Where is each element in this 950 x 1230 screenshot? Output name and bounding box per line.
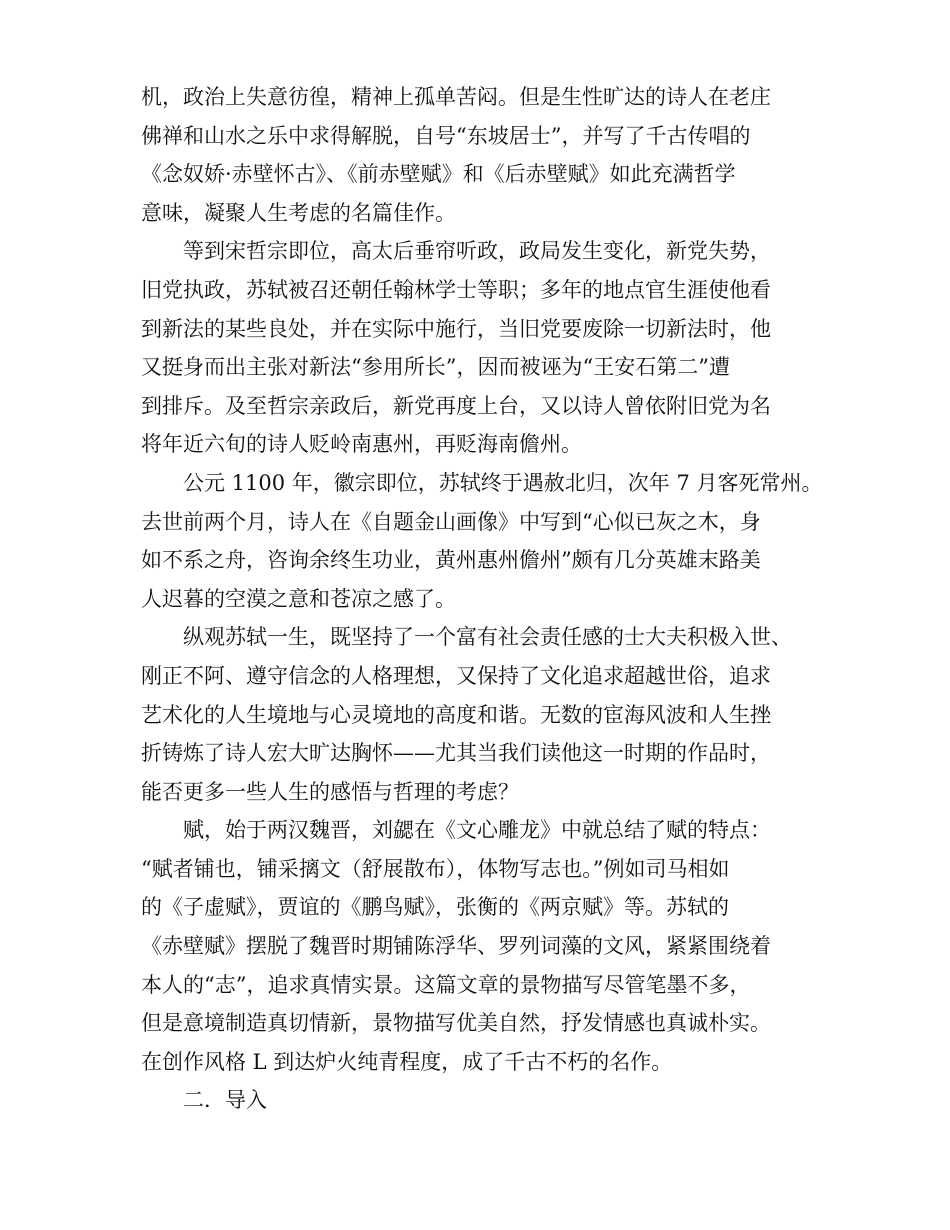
text-line: 旧党执政，苏轼被召还朝任翰林学士等职；多年的地点官生涯使他看 — [141, 277, 771, 302]
document-body — [141, 78, 823, 1120]
text-line: 《赤壁赋》摆脱了魏晋时期铺陈浮华、罗列词藻的文风，紧紧围绕着 — [141, 934, 771, 959]
text-line: 但是意境制造真切情新，景物描写优美自然，抒发情感也真诚朴实。 — [141, 1011, 771, 1036]
text-line: 佛禅和山水之乐中求得解脱，自号“东坡居士”，并写了千古传唱的 — [141, 123, 751, 148]
text-line: “赋者铺也，铺采摛文（舒展散布），体物写志也。”例如司马相如 — [141, 856, 730, 881]
text-line: 能否更多一些人生的感悟与哲理的考虑？ — [141, 779, 519, 804]
text-line: 机，政治上失意彷徨，精神上孤单苦闷。但是生性旷达的诗人在老庄 — [141, 85, 771, 109]
paragraph-start-line: 纵观苏轼一生，既坚持了一个富有社会责任感的士大夫积极入世、 — [183, 625, 792, 650]
text-line: 艺术化的人生境地与心灵境地的高度和谐。无数的宦海风波和人生挫 — [141, 702, 771, 727]
text-line: 意味，凝聚人生考虑的名篇佳作。 — [141, 200, 456, 225]
text-line: 到排斥。及至哲宗亲政后，新党再度上台，又以诗人曾依附旧党为名 — [141, 393, 771, 418]
section-heading: 二．导入 — [183, 1088, 267, 1113]
text-line: 的《子虚赋》，贾谊的《鹏鸟赋》，张衡的《两京赋》等。苏轼的 — [141, 895, 729, 920]
text-line: 刚正不阿、遵守信念的人格理想，又保持了文化追求超越世俗，追求 — [141, 663, 771, 688]
text-line: 如不系之舟，咨询余终生功业，黄州惠州儋州”颇有几分英雄末路美 — [141, 548, 761, 573]
text-line: 本人的“志”，追求真情实景。这篇文章的景物描写尽管笔墨不多， — [141, 972, 751, 997]
paragraph-start-line: 赋，始于两汉魏晋，刘勰在《文心雕龙》中就总结了赋的特点： — [183, 818, 771, 843]
text-line: 人迟暮的空漠之意和苍凉之感了。 — [141, 586, 456, 611]
text-line: 《念奴娇·赤壁怀古》、《前赤壁赋》和《后赤壁赋》如此充满哲学 — [141, 162, 736, 187]
paragraph-start-line: 等到宋哲宗即位，高太后垂帘听政，政局发生变化，新党失势， — [183, 239, 771, 264]
text-line: 在创作风格 L 到达炉火纯青程度，成了千古不朽的名作。 — [141, 1049, 673, 1074]
text-line: 到新法的某些良处，并在实际中施行，当旧党要废除一切新法时，他 — [141, 316, 771, 341]
text-line: 折铸炼了诗人宏大旷达胸怀——尤其当我们读他这一时期的作品时， — [141, 741, 771, 766]
text-line: 去世前两个月，诗人在《自题金山画像》中写到“心似已灰之木，身 — [141, 509, 761, 534]
text-line: 将年近六旬的诗人贬岭南惠州，再贬海南儋州。 — [141, 432, 582, 457]
paragraph-start-line: 公元 1100 年，徽宗即位，苏轼终于遇赦北归，次年 7 月客死常州。 — [183, 470, 823, 495]
text-line: 又挺身而出主张对新法“参用所长”，因而被诬为“王安石第二”遭 — [141, 355, 730, 380]
